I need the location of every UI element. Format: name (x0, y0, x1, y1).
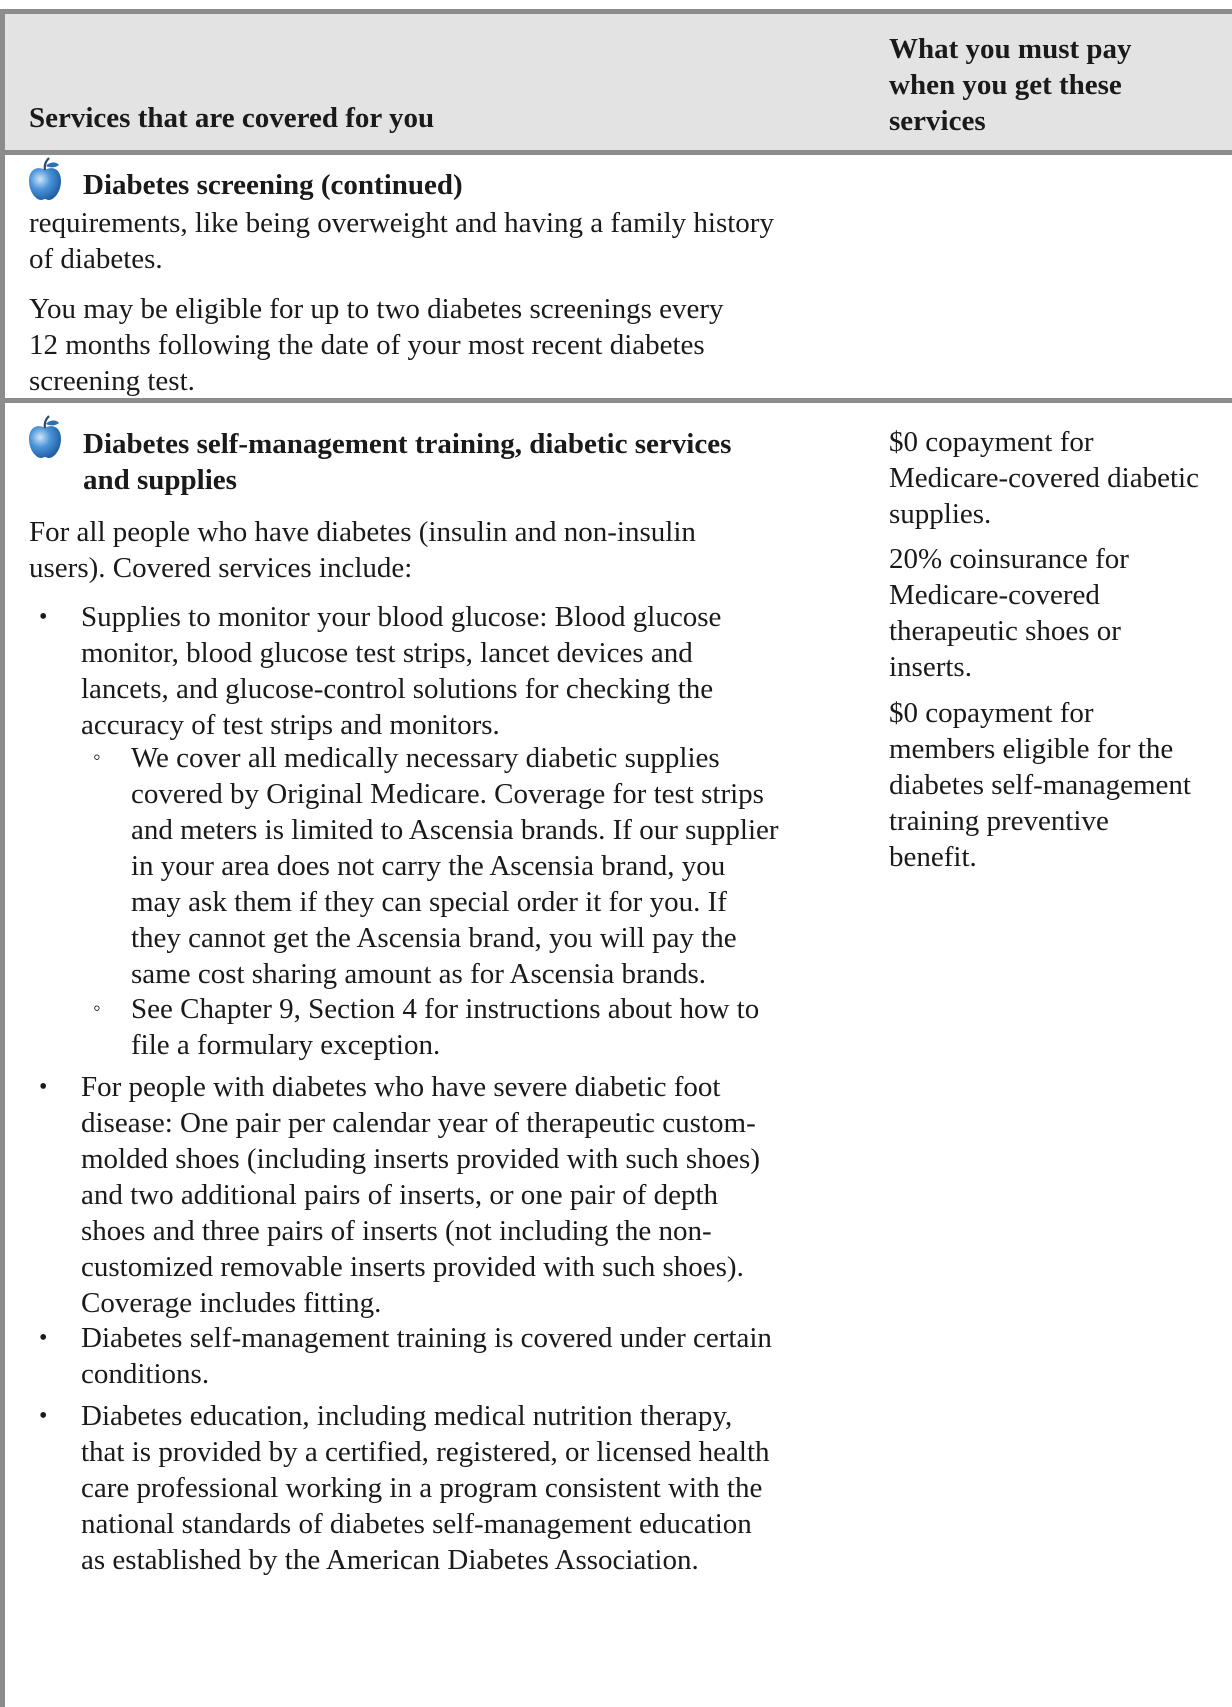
bullet-marker: • (39, 1325, 48, 1351)
header-bottom-border (0, 150, 1232, 155)
services-column-header: Services that are covered for you (29, 102, 435, 134)
bullet-marker: • (39, 604, 48, 630)
apple-icon (25, 156, 65, 202)
payment-column-header: What you must pay when you get these services (889, 33, 1132, 137)
bullet-marker: • (39, 1403, 48, 1429)
pay-diabetic-supplies: $0 copayment for Medicare-covered diabetic supplies. (889, 426, 1199, 530)
apple-icon (25, 414, 65, 460)
pay-self-management-training: $0 copayment for members eligible for the diabetes self-management training preventive benefit. (889, 697, 1191, 873)
sub-bullet-ascensia-coverage: We cover all medically necessary diabetic supplies covered by Original Medicare. Coverage for test strips and meters is limited to Ascensia brands. If our supplier in your area does not carry the Ascensia brand, you may ask them if they can special order it for you. If they cannot get the Ascensia brand, you will pay the same cost sharing amount as for Ascensia brands. (131, 742, 779, 990)
sub-bullet-formulary-exception: See Chapter 9, Section 4 for instructions about how to file a formulary exception. (131, 993, 760, 1061)
sub-bullet-marker: ◦ (93, 744, 101, 769)
bullet-glucose-supplies: Supplies to monitor your blood glucose: Blood glucose monitor, blood glucose test strips, lancet devices and lancets, and glucose-control solutions for checking the accuracy of test strips and monitors. (81, 601, 722, 741)
sub-bullet-marker: ◦ (93, 995, 101, 1020)
screening-eligibility-text: You may be eligible for up to two diabetes screenings every 12 months following the date of your most recent diabetes screening test. (29, 293, 724, 397)
bullet-therapeutic-shoes: For people with diabetes who have severe diabetic foot disease: One pair per calendar year of therapeutic custom- molded shoes (including inserts provided with such shoes) and two additional pairs of inserts, or one pair of depth shoes and three pairs of inserts (not including the non- customized removable inserts provided with such shoes). Coverage includes fitting. (81, 1071, 760, 1319)
pay-therapeutic-shoes: 20% coinsurance for Medicare-covered therapeutic shoes or inserts. (889, 543, 1129, 683)
bullet-diabetes-education: Diabetes education, including medical nutrition therapy, that is provided by a certified, registered, or licensed health care professional working in a program consistent with the national standards of diabetes self-management education as established by the American Diabetes Association. (81, 1400, 770, 1576)
table-header (5, 14, 1232, 150)
screening-requirements-text: requirements, like being overweight and having a family history of diabetes. (29, 207, 774, 275)
row-divider (0, 398, 1232, 403)
coverage-table (0, 9, 1232, 1707)
bullet-self-management-training: Diabetes self-management training is covered under certain conditions. (81, 1322, 772, 1390)
row-title: Diabetes self-management training, diabetic services and supplies (83, 428, 732, 496)
row-title: Diabetes screening (continued) (83, 169, 463, 201)
bullet-marker: • (39, 1074, 48, 1100)
intro-text: For all people who have diabetes (insulin and non-insulin users). Covered services include: (29, 516, 696, 584)
